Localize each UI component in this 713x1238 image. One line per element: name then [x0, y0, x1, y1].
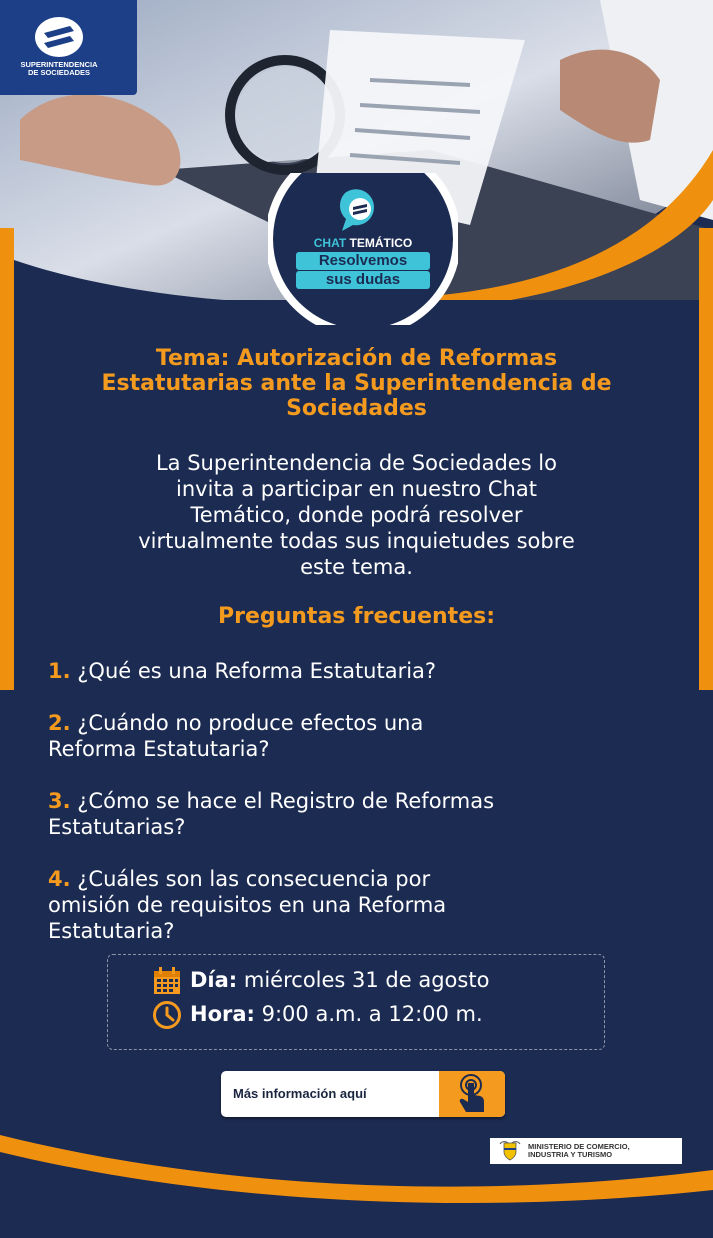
title-line-3: Sociedades — [286, 396, 427, 421]
faq-heading: Preguntas frecuentes: — [217, 604, 496, 629]
more-info-button[interactable] — [221, 1071, 505, 1117]
ministry-logo — [490, 1138, 682, 1164]
faq-text: ¿Qué es una Reforma Estatutaria? — [77, 659, 437, 683]
faq-text: ¿Cuáles son las consecuencia por — [77, 867, 431, 891]
title-line-1: Tema: Autorización de Reformas — [155, 346, 558, 371]
badge-line-2: sus dudas — [296, 271, 430, 289]
topic-title — [40, 346, 673, 421]
faq-item-4 — [48, 866, 668, 944]
badge-chat-word: CHAT — [313, 236, 347, 250]
faq-text: Estatutarias? — [48, 815, 186, 839]
faq-item-2 — [48, 710, 668, 762]
coat-of-arms-icon — [498, 1140, 522, 1162]
intro-line-2: invita a participar en nuestro Chat — [176, 477, 537, 501]
event-time — [152, 999, 483, 1029]
day-value: miércoles 31 de agosto — [243, 968, 490, 992]
pointer-hand-icon[interactable] — [439, 1071, 505, 1117]
badge-line-1: Resolvemos — [296, 252, 430, 270]
ministry-line-1: MINISTERIO DE COMERCIO, — [528, 1142, 630, 1151]
faq-number: 3. — [48, 789, 71, 813]
faq-item-1 — [48, 658, 668, 684]
faq-item-3 — [48, 788, 668, 840]
event-details — [107, 954, 605, 1050]
faq-text: Reforma Estatutaria? — [48, 737, 270, 761]
intro-line-4: virtualmente todas sus inquietudes sobre — [138, 529, 575, 553]
time-label: Hora: — [190, 1002, 255, 1026]
title-line-2: Estatutarias ante la Superintendencia de — [101, 371, 612, 396]
event-day — [152, 965, 489, 995]
faq-number: 1. — [48, 659, 71, 683]
logo-line-2: DE SOCIEDADES — [27, 68, 91, 77]
left-accent-bar — [0, 228, 14, 690]
faq-text: omisión de requisitos en una Reforma — [48, 893, 447, 917]
faq-text: ¿Cuándo no produce efectos una — [77, 711, 424, 735]
faq-text: Estatutaria? — [48, 919, 175, 943]
logo-mark-icon — [34, 16, 84, 58]
superintendencia-logo — [0, 0, 137, 95]
faq-number: 4. — [48, 867, 71, 891]
calendar-icon — [152, 966, 182, 996]
intro-paragraph — [40, 450, 673, 580]
intro-line-5: este tema. — [300, 555, 413, 579]
badge-tematico-word: TEMÁTICO — [349, 236, 413, 250]
faq-text: ¿Cómo se hace el Registro de Reformas — [77, 789, 495, 813]
faq-number: 2. — [48, 711, 71, 735]
intro-line-1: La Superintendencia de Sociedades lo — [155, 451, 557, 475]
badge-title — [290, 236, 436, 250]
time-value: 9:00 a.m. a 12:00 m. — [261, 1002, 483, 1026]
more-info-label: Más información aquí — [233, 1086, 367, 1101]
intro-line-3: Temático, donde podrá resolver — [190, 503, 523, 527]
day-label: Día: — [190, 968, 238, 992]
right-accent-bar — [699, 228, 713, 690]
clock-icon — [152, 1000, 182, 1030]
ministry-line-2: INDUSTRIA Y TURISMO — [528, 1150, 613, 1159]
logo-line-1: SUPERINTENDENCIA — [20, 60, 98, 69]
